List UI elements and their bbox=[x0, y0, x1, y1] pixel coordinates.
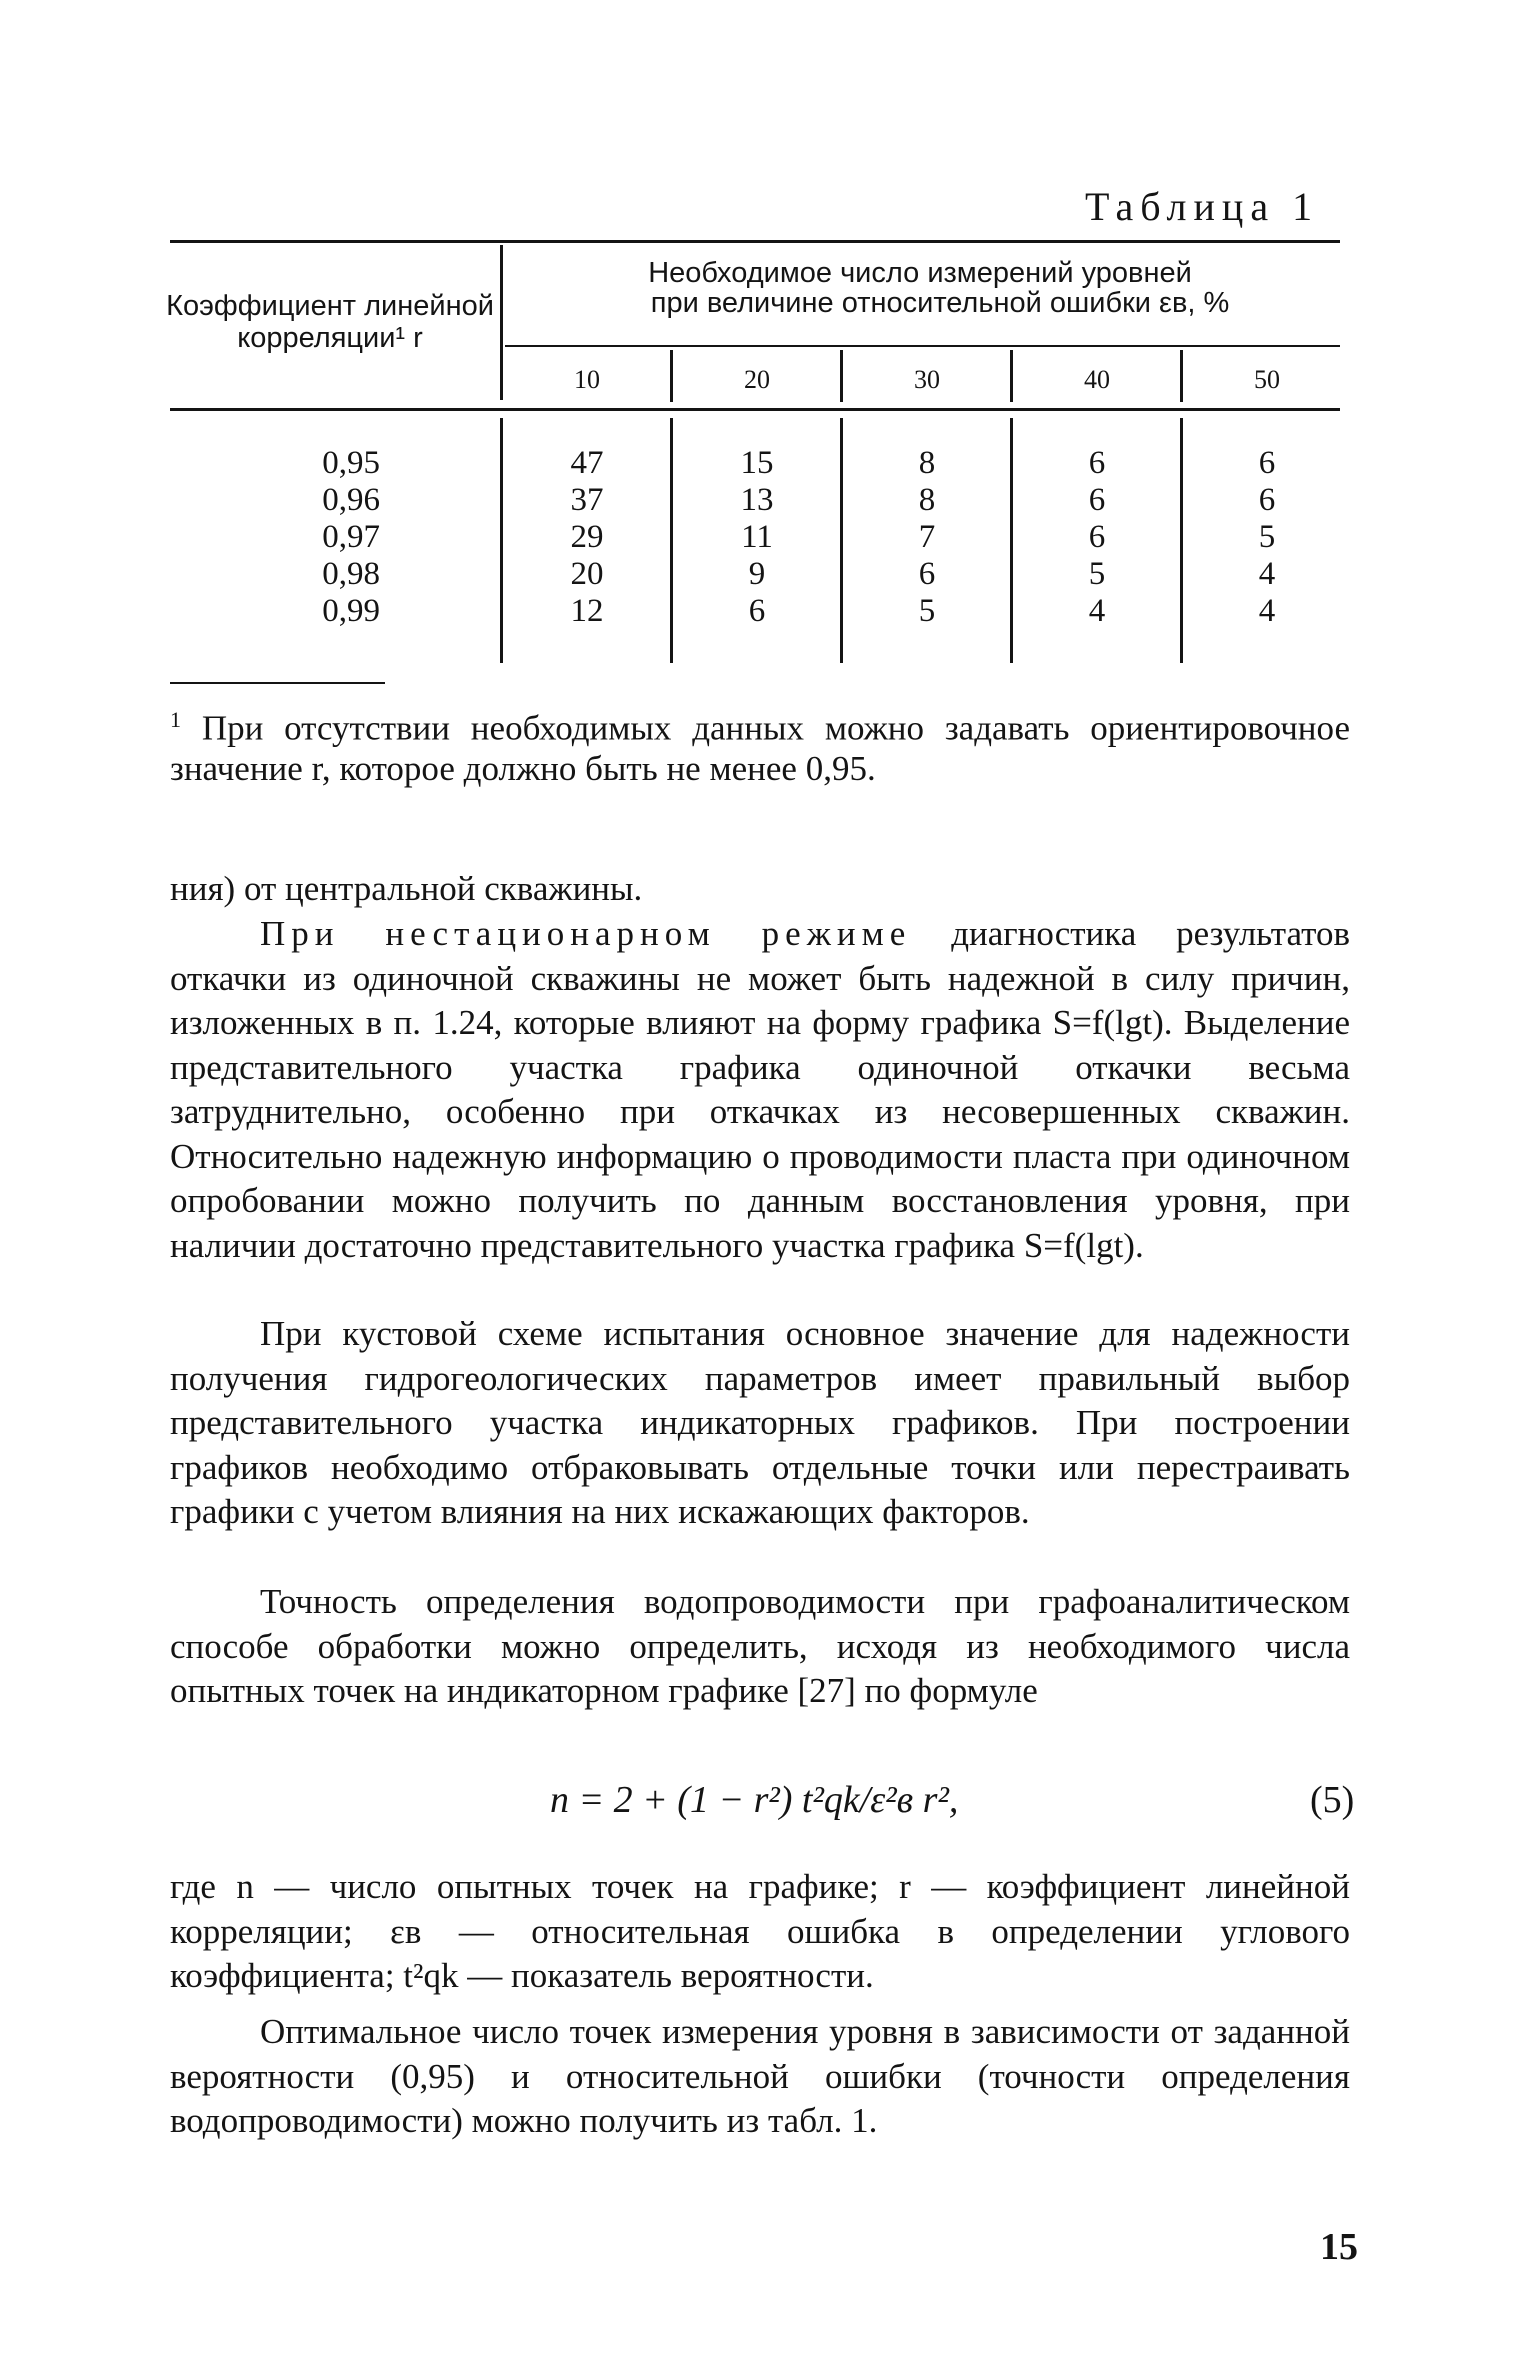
table-cell: 11 bbox=[741, 519, 773, 555]
header-line-2: при величине относительной ошибки εв, % bbox=[650, 287, 1230, 319]
body-divider-2 bbox=[840, 418, 843, 663]
header-required-measurements bbox=[505, 258, 1335, 318]
formula-number: (5) bbox=[1310, 1779, 1355, 1821]
column-header-20: 20 bbox=[744, 365, 770, 394]
table-footnote bbox=[170, 700, 1350, 789]
body-divider-main bbox=[500, 418, 503, 663]
table-cell: 6 bbox=[918, 556, 936, 592]
body-divider-3 bbox=[1010, 418, 1013, 663]
table-cell-r: 0,95 bbox=[322, 445, 380, 481]
table-cell: 9 bbox=[748, 556, 766, 592]
header-line-1: Необходимое число измерений уровней bbox=[648, 257, 1192, 289]
header-bottom-rule bbox=[170, 408, 1340, 411]
paragraph-3: Точность определения водопроводимости при графоаналитическом способе обработки можно определить, исходя из необходимого числа опытных точек на индикаторном графике [27] по формуле bbox=[170, 1582, 1350, 1710]
table-cell: 5 bbox=[918, 593, 936, 629]
header-inner-rule bbox=[505, 345, 1340, 347]
table-cell: 4 bbox=[1088, 593, 1106, 629]
column-header-10: 10 bbox=[574, 365, 600, 394]
paragraph-1 bbox=[170, 912, 1350, 1268]
table-cell: 6 bbox=[1088, 482, 1106, 518]
header-correlation-coefficient: Коэффициент линейной корреляции¹ r bbox=[166, 290, 494, 354]
table-cell: 13 bbox=[740, 482, 774, 518]
table-cell: 4 bbox=[1258, 556, 1276, 592]
table-cell: 7 bbox=[918, 519, 936, 555]
table-cell-r: 0,96 bbox=[322, 482, 380, 518]
formula-5: n = 2 + (1 − r²) t²qk/ε²в r², bbox=[550, 1779, 959, 1821]
table-cell: 47 bbox=[570, 445, 604, 481]
table-cell-r: 0,97 bbox=[322, 519, 380, 555]
table-cell: 6 bbox=[748, 593, 766, 629]
table-top-rule bbox=[170, 240, 1340, 243]
column-header-50: 50 bbox=[1254, 365, 1280, 394]
footnote-separator bbox=[170, 682, 385, 684]
table-cell: 5 bbox=[1258, 519, 1276, 555]
table-cell: 15 bbox=[740, 445, 774, 481]
table-cell: 5 bbox=[1088, 556, 1106, 592]
table-cell: 8 bbox=[918, 482, 936, 518]
table-cell: 6 bbox=[1088, 519, 1106, 555]
paragraph-1-text: диагностика результатов откачки из одиночной скважины не может быть надежной в силу причин, изложенных в п. 1.24, которые влияют на форму графика S=f(lgt). Выделение представительного участка графика одиночной откачки весьма затруднительно, особенно при откачках из несовершенных скважин. Относительно надежную информацию о проводимости пласта при одиночном опробовании можно получить по данным восстановления уровня, при наличии достаточно представительного участка графика S=f(lgt). bbox=[170, 914, 1350, 1265]
table-caption: Таблица 1 bbox=[1085, 184, 1320, 229]
table-cell: 6 bbox=[1258, 482, 1276, 518]
column-header-30: 30 bbox=[914, 365, 940, 394]
paragraph-4: где n — число опытных точек на графике; r — коэффициент линейной корреляции; εв — относительная ошибка в определении углового коэффициента; t²qk — показатель вероятности. bbox=[170, 1867, 1350, 1995]
paragraph-5: Оптимальное число точек измерения уровня в зависимости от заданной вероятности (0,95) и относительной ошибки (точности определения водопроводимости) можно получить из табл. 1. bbox=[170, 2012, 1350, 2140]
table-cell: 20 bbox=[570, 556, 604, 592]
table-cell-r: 0,98 bbox=[322, 556, 380, 592]
paragraph-0: ния) от центральной скважины. bbox=[170, 869, 643, 908]
footnote-mark: 1 bbox=[170, 707, 181, 732]
table-cell: 4 bbox=[1258, 593, 1276, 629]
table-cell: 37 bbox=[570, 482, 604, 518]
column-header-40: 40 bbox=[1084, 365, 1110, 394]
body-divider-1 bbox=[670, 418, 673, 663]
table-cell: 8 bbox=[918, 445, 936, 481]
page-number: 15 bbox=[1320, 2226, 1358, 2268]
footnote-text: При отсутствии необходимых данных можно задавать ориентировочное значение r, которое должно быть не менее 0,95. bbox=[170, 708, 1351, 788]
table-cell: 6 bbox=[1088, 445, 1106, 481]
table-cell: 29 bbox=[570, 519, 604, 555]
paragraph-2: При кустовой схеме испытания основное значение для надежности получения гидрогеологических параметров имеет правильный выбор представительного участка индикаторных графиков. При построении графиков необходимо отбраковывать отдельные точки или перестраивать графики с учетом влияния на них искажающих факторов. bbox=[170, 1314, 1350, 1531]
body-divider-4 bbox=[1180, 418, 1183, 663]
paragraph-1-emphasis: При нестационарном режиме bbox=[260, 914, 912, 953]
table-cell: 12 bbox=[570, 593, 604, 629]
table-cell-r: 0,99 bbox=[322, 593, 380, 629]
table-cell: 6 bbox=[1258, 445, 1276, 481]
